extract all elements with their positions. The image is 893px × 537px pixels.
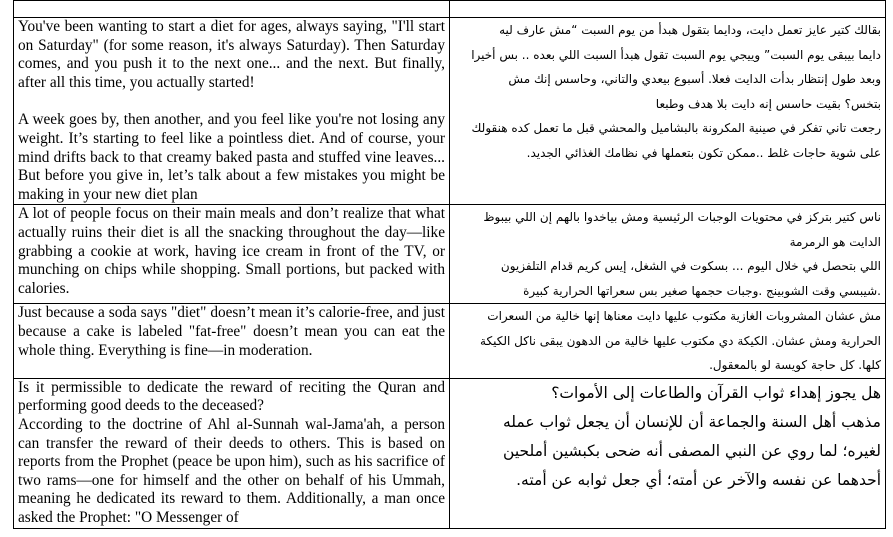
table-row — [14, 18, 886, 205]
arabic-line: لغيره؛ لما روي عن النبي المصفى أنه ضحى بكبشين أملحين — [503, 441, 881, 460]
english-paragraph: A week goes by, then another, and you feel like you're not losing any weight. It’s starting to feel like a pointless diet. And of course, your mind drifts back to that creamy baked pasta and stuffed vine leaves... But before you give in, let’s talk about a few mistakes you might be making in your new diet plan — [18, 111, 445, 203]
english-paragraph: Is it permissible to dedicate the reward of reciting the Quran and performing good deeds to the deceased? — [18, 378, 445, 415]
arabic-cell — [450, 205, 886, 304]
arabic-line: مذهب أهل السنة والجماعة أن للإنسان أن يجعل ثواب عمله — [502, 412, 881, 431]
english-cell — [14, 378, 450, 528]
arabic-line: مش عشان المشروبات الغازية مكتوب عليها دايت معناها إنها خالية من السعرات — [487, 309, 881, 324]
arabic-line: رجعت تاني تفكر في صينية المكرونة بالبشاميل والمحشي قبل ما تعمل كده هنقولك — [471, 121, 881, 135]
arabic-line: الدايت هو الرمرمة — [789, 234, 881, 249]
arabic-line: هل يجوز إهداء ثواب القرآن والطاعات إلى الأموات؟ — [551, 383, 881, 402]
arabic-line: بقالك كتير عايز تعمل دايت، ودايما بتقول هبدأ من يوم السبت “مش عارف ليه — [499, 23, 881, 37]
english-paragraph: According to the doctrine of Ahl al-Sunnah wal-Jama'ah, a person can transfer the reward of their deeds to others. This is based on reports from the Prophet (peace be upon him), such as his sacrifice of two rams—one for himself and the other on behalf of his Ummah, meaning he dedicated its reward to them. Additionally, a man once asked the Prophet: "O Messenger of — [18, 416, 445, 526]
arabic-line: على شوية حاجات غلط ..ممكن تكون بتعملها في نظامك الغذائي الجديد. — [526, 145, 881, 160]
table-row — [14, 1, 886, 18]
arabic-line: بتخس؟ بقيت حاسس إنه دايت بلا هدف وطبعا — [655, 96, 881, 111]
arabic-line: .شيبسي وقت الشوبينج .وجبات حجمها صغير بس سعراتها الحرارية كبيرة — [523, 283, 881, 298]
english-cell — [14, 304, 450, 379]
table-row — [14, 304, 886, 379]
arabic-line: كلها. كل حاجة كويسة لو بالمعقول. — [709, 358, 881, 373]
english-cell — [14, 18, 450, 205]
arabic-line: اللي بتحصل في خلال اليوم ... بسكوت في الشغل، إيس كريم قدام التلفزيون — [500, 259, 881, 274]
english-paragraph: Just because a soda says "diet" doesn’t mean it’s calorie-free, and just because a cake is labeled "fat-free" doesn’t mean you can eat the whole thing. Everything is fine—in moderation. — [18, 304, 445, 359]
english-cell — [14, 205, 450, 304]
english-paragraph: You've been wanting to start a diet for ages, always saying, "I'll start on Saturday" (for some reason, it's always Saturday). Then Saturday comes, and you push it to the next one... and the next. But finally, after all this time, you actually started! — [18, 18, 445, 91]
arabic-cell — [450, 18, 886, 205]
arabic-line: ناس كتير بتركز في محتويات الوجبات الرئيسية ومش بياخدوا بالهم إن اللي بيبوظ — [483, 210, 881, 225]
english-paragraph: A lot of people focus on their main meals and don’t realize that what actually ruins their diet is all the snacking throughout the day—like grabbing a cookie at work, having ice cream in front of the TV, or munching on chips while shopping. Small portions, but packed with calories. — [18, 205, 445, 297]
arabic-cell — [450, 304, 886, 379]
arabic-cell-empty — [450, 1, 886, 18]
english-cell-empty — [14, 1, 450, 18]
arabic-line: الحرارية ومش عشان. الكيكة دي مكتوب عليها خالية من الدهون يبقى ناكل الكيكة — [480, 333, 881, 348]
arabic-cell — [450, 378, 886, 528]
table-row — [14, 378, 886, 528]
table-row — [14, 205, 886, 304]
arabic-line: وبعد طول إنتظار بدأت الدايت فعلا. أسبوع بيعدي والتاني، وحاسس إنك مش — [508, 72, 881, 86]
arabic-line: دايما بيبقى يوم السبت” وييجي يوم السبت تقول هبدأ السبت اللي بعده .. بس أخيرا — [471, 47, 881, 62]
arabic-line: أحدهما عن نفسه والآخر عن أمته؛ أي جعل ثوابه عن أمته. — [516, 470, 881, 489]
translation-table — [13, 0, 886, 529]
